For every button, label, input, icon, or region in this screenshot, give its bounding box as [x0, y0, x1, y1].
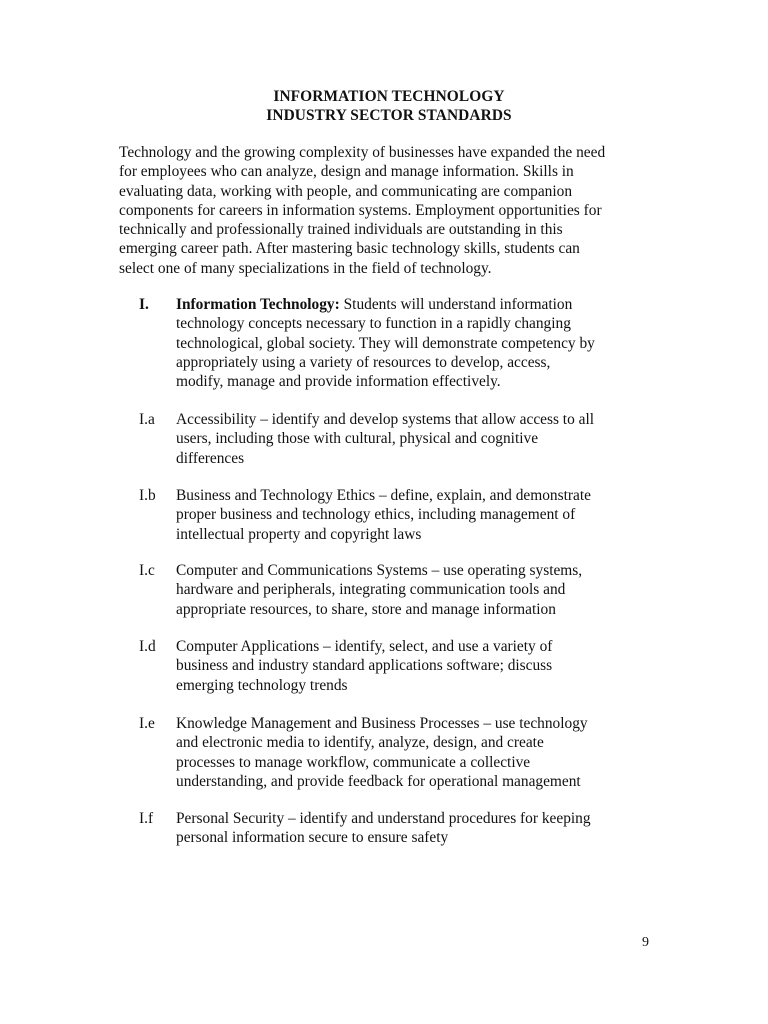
item-body [176, 637, 656, 695]
item-line: Accessibility – identify and develop systems that allow access to all [176, 411, 595, 428]
item-line: Personal Security – identify and understand procedures for keeping [176, 810, 591, 827]
document-title-line-2: INDUSTRY SECTOR STANDARDS [266, 107, 512, 124]
item-number: I.f [139, 810, 154, 827]
item-line: Computer and Communications Systems – use operating systems, [176, 562, 583, 579]
item-line: processes to manage workflow, communicate a collective [176, 753, 531, 771]
intro-line: technically and professionally trained individuals are outstanding in this [119, 221, 563, 239]
section-lead: Information Technology: [176, 296, 340, 313]
section-line: modify, manage and provide information effectively. [176, 373, 501, 391]
item-body [176, 486, 656, 544]
item-line: emerging technology trends [176, 676, 348, 694]
item-line: Computer Applications – identify, select, and use a variety of [176, 638, 553, 655]
item-number: I.d [139, 638, 156, 655]
item-number: I.c [139, 562, 155, 579]
item-line: Business and Technology Ethics – define, explain, and demonstrate [176, 487, 591, 504]
section-body [176, 295, 656, 391]
page-number: 9 [642, 935, 649, 950]
intro-paragraph [119, 143, 679, 278]
item-line: personal information secure to ensure safety [176, 829, 449, 847]
item-body [176, 410, 656, 468]
item-line: and electronic media to identify, analyze, design, and create [176, 734, 544, 752]
intro-line: select one of many specializations in the field of technology. [119, 259, 492, 277]
item-line: users, including those with cultural, physical and cognitive [176, 430, 539, 448]
intro-line: Technology and the growing complexity of businesses have expanded the need [119, 144, 606, 161]
section-first-line [176, 295, 656, 314]
item-line: proper business and technology ethics, including management of [176, 506, 576, 524]
item-line: appropriate resources, to share, store and manage information [176, 600, 556, 618]
section-first-line-rest: Students will understand information [339, 296, 573, 313]
item-body [176, 809, 656, 848]
section-line: technology concepts necessary to function in a rapidly changing [176, 315, 571, 333]
item-number: I.e [139, 715, 155, 732]
item-number: I.b [139, 487, 156, 504]
intro-line: emerging career path. After mastering basic technology skills, students can [119, 240, 580, 258]
item-body [176, 714, 656, 791]
section-line: technological, global society. They will demonstrate competency by [176, 334, 595, 352]
item-line: intellectual property and copyright laws [176, 525, 422, 543]
item-line: differences [176, 449, 245, 467]
document-title-line-1: INFORMATION TECHNOLOGY [273, 88, 505, 105]
item-line: Knowledge Management and Business Processes – use technology [176, 715, 588, 732]
intro-line: components for careers in information systems. Employment opportunities for [119, 201, 602, 219]
item-line: business and industry standard applications software; discuss [176, 657, 553, 675]
section-line: appropriately using a variety of resources to develop, access, [176, 353, 551, 371]
section-number: I. [139, 296, 149, 313]
intro-line: for employees who can analyze, design and manage information. Skills in [119, 163, 574, 181]
item-line: hardware and peripherals, integrating communication tools and [176, 581, 566, 599]
intro-line: evaluating data, working with people, and communicating are companion [119, 182, 573, 200]
item-number: I.a [139, 411, 155, 428]
item-body [176, 561, 656, 619]
item-line: understanding, and provide feedback for operational management [176, 772, 581, 790]
